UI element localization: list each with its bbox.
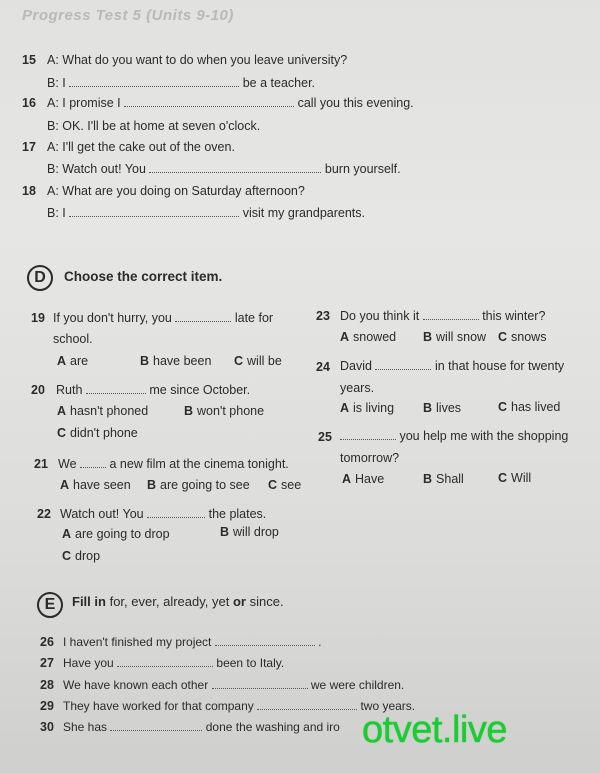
q26-post: . <box>318 635 322 649</box>
q18-blank[interactable] <box>69 207 239 217</box>
q25-option-a[interactable]: A Have <box>342 472 385 486</box>
q21-pre: We <box>58 457 77 471</box>
word-for: for <box>109 594 125 609</box>
q21-blank[interactable] <box>80 458 106 468</box>
q28-pre: We have known each other <box>63 678 209 692</box>
q27-blank[interactable] <box>117 657 213 667</box>
q28-post: we were children. <box>310 678 405 692</box>
q20-option-a[interactable]: A hasn't phoned <box>57 404 149 418</box>
q22-blank[interactable] <box>147 508 205 518</box>
q24-post: in that house for twenty <box>434 359 565 373</box>
q24-option-a[interactable]: A is living <box>340 401 395 415</box>
q16-number: 16 <box>22 96 36 110</box>
section-d-badge: D <box>27 265 53 291</box>
section-e-badge: E <box>37 592 63 618</box>
q15-b-pre: B: I <box>47 76 66 90</box>
q16-a-pre: A: I promise I <box>47 96 121 110</box>
q26-stem <box>63 635 321 650</box>
q18-number: 18 <box>22 184 36 198</box>
q21-number: 21 <box>34 457 48 471</box>
q17-a-line: A: I'll get the cake out of the oven. <box>47 140 235 154</box>
q20-post: me since October. <box>149 383 251 397</box>
q18-a-line: A: What are you doing on Saturday afternoon? <box>47 184 305 198</box>
q19-pre: If you don't hurry, you <box>53 311 172 325</box>
section-e-title: Fill in for, ever, already, yet or since. <box>72 594 284 609</box>
q24-stem <box>340 359 564 374</box>
q20-option-b[interactable]: B won't phone <box>184 404 265 418</box>
q15-b-post: be a teacher. <box>242 76 316 90</box>
q21-stem <box>58 457 289 472</box>
q23-number: 23 <box>316 309 330 323</box>
q29-blank[interactable] <box>257 700 357 710</box>
q30-stem <box>63 720 340 735</box>
q17-b-post: burn yourself. <box>324 162 401 176</box>
q22-stem <box>60 507 266 522</box>
q23-option-a[interactable]: A snowed <box>340 330 397 344</box>
word-since: since. <box>249 594 284 609</box>
section-e-fill-in: Fill in <box>72 594 106 609</box>
q26-pre: I haven't finished my project <box>63 635 212 649</box>
q21-post: a new film at the cinema tonight. <box>109 457 289 471</box>
q17-b-line <box>47 162 401 177</box>
q22-number: 22 <box>37 507 51 521</box>
q23-post: this winter? <box>482 309 546 323</box>
q17-blank[interactable] <box>149 163 321 173</box>
q25-option-c[interactable]: C Will <box>498 471 532 485</box>
q30-pre: She has <box>63 720 108 734</box>
q27-stem <box>63 656 284 671</box>
q19-option-c[interactable]: C will be <box>234 354 282 368</box>
q17-b-pre: B: Watch out! You <box>47 162 146 176</box>
q29-post: two years. <box>360 699 416 713</box>
q22-option-c[interactable]: C drop <box>62 549 101 563</box>
word-ever: ever <box>131 594 156 609</box>
q21-option-b[interactable]: B are going to see <box>147 478 250 492</box>
q26-number: 26 <box>40 635 54 649</box>
word-or: or <box>232 594 246 609</box>
q25-stem <box>340 429 568 444</box>
test-header: Progress Test 5 (Units 9-10) <box>22 7 234 24</box>
q15-number: 15 <box>22 53 36 67</box>
q20-number: 20 <box>31 383 45 397</box>
q25-blank[interactable] <box>340 430 396 440</box>
q20-option-c[interactable]: C didn't phone <box>57 426 138 440</box>
q30-number: 30 <box>40 720 54 734</box>
q16-a-post: call you this evening. <box>297 96 414 110</box>
section-d-title: Choose the correct item. <box>64 269 223 284</box>
q19-stem-cont: school. <box>53 332 93 346</box>
q23-pre: Do you think it <box>340 309 420 323</box>
q16-b-line: B: OK. I'll be at home at seven o'clock. <box>47 119 261 133</box>
q18-b-post: visit my grandparents. <box>242 206 366 220</box>
q30-post: done the washing and iro <box>205 720 340 734</box>
word-yet: yet <box>212 594 230 609</box>
q29-number: 29 <box>40 699 54 713</box>
q22-pre: Watch out! You <box>60 507 144 521</box>
q26-blank[interactable] <box>215 636 315 646</box>
q19-option-a[interactable]: A are <box>57 354 89 368</box>
q15-a-line: A: What do you want to do when you leave university? <box>47 53 348 67</box>
q19-post: late for <box>234 311 274 325</box>
q24-option-b[interactable]: B lives <box>423 401 462 415</box>
q22-option-a[interactable]: A are going to drop <box>62 527 170 541</box>
q24-pre: David <box>340 359 372 373</box>
q21-option-a[interactable]: A have seen <box>60 478 131 492</box>
q18-b-pre: B: I <box>47 206 66 220</box>
q24-option-c[interactable]: C has lived <box>498 400 561 414</box>
q20-blank[interactable] <box>86 384 146 394</box>
q25-post: you help me with the shopping <box>399 429 569 443</box>
site-watermark: otvet.live <box>362 709 507 751</box>
q17-number: 17 <box>22 140 36 154</box>
q19-option-b[interactable]: B have been <box>140 354 212 368</box>
q27-number: 27 <box>40 656 54 670</box>
q25-stem-cont: tomorrow? <box>340 451 400 465</box>
q18-b-line <box>47 206 365 221</box>
q16-blank[interactable] <box>124 97 294 107</box>
q19-number: 19 <box>31 311 45 325</box>
q23-blank[interactable] <box>423 310 479 320</box>
q27-post: been to Italy. <box>216 656 285 670</box>
q30-blank[interactable] <box>110 721 202 731</box>
q22-option-b[interactable]: B will drop <box>220 525 279 539</box>
q23-option-b[interactable]: B will snow <box>423 330 487 344</box>
q29-pre: They have worked for that company <box>63 699 254 713</box>
q25-number: 25 <box>318 430 332 444</box>
q19-stem <box>53 311 273 326</box>
q24-stem-cont: years. <box>340 381 375 395</box>
q15-b-line <box>47 76 315 91</box>
q28-number: 28 <box>40 678 54 692</box>
q22-post: the plates. <box>208 507 267 521</box>
q16-a-line <box>47 96 414 111</box>
q23-stem <box>340 309 545 324</box>
q28-stem <box>63 678 404 693</box>
q20-stem <box>56 383 250 398</box>
q25-option-b[interactable]: B Shall <box>423 472 464 486</box>
q19-blank[interactable] <box>175 312 231 322</box>
word-already: already <box>163 594 205 609</box>
q27-pre: Have you <box>63 656 114 670</box>
q15-blank[interactable] <box>69 77 239 87</box>
q24-number: 24 <box>316 360 330 374</box>
q28-blank[interactable] <box>212 679 308 689</box>
q21-option-c[interactable]: C see <box>268 478 302 492</box>
q23-option-c[interactable]: C snows <box>498 330 547 344</box>
q20-pre: Ruth <box>56 383 83 397</box>
q24-blank[interactable] <box>375 360 431 370</box>
